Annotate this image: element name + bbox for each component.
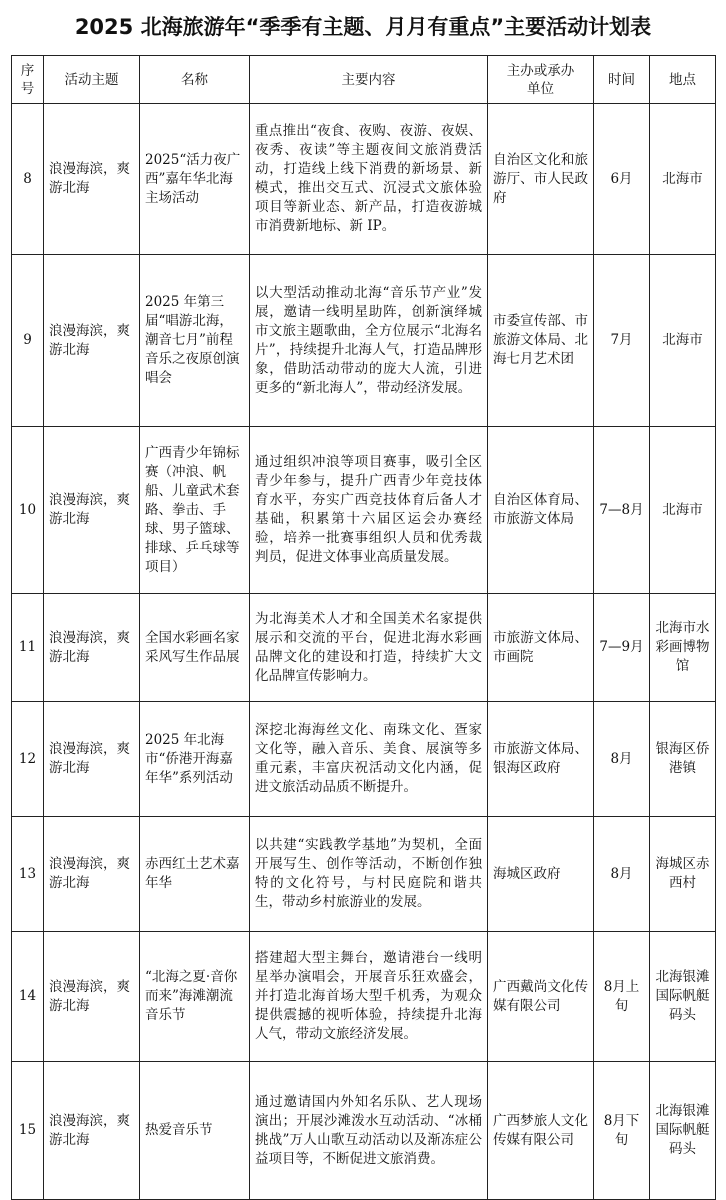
- row-name: 广西青少年锦标赛（冲浪、帆船、儿童武术套路、拳击、手球、男子篮球、排球、乒乓球等项目）: [140, 427, 250, 594]
- activity-plan-table: [11, 55, 716, 1200]
- row-content: 以大型活动推动北海“音乐节产业”发展，邀请一线明星助阵，创新演绎城市文旅主题歌曲，全方位展示“北海名片”，持续提升北海人气，打造品牌形象，借助活动带动的庞大人流，引进更多的“新北海人”，带动经济发展。: [250, 255, 488, 427]
- row-theme: 浪漫海滨，爽游北海: [44, 104, 140, 255]
- row-time: 7—9月: [594, 594, 650, 702]
- table-row: [12, 932, 716, 1062]
- table-row: [12, 1062, 716, 1200]
- row-org: 自治区体育局、市旅游文体局: [488, 427, 594, 594]
- row-org: 市旅游文体局、银海区政府: [488, 702, 594, 817]
- row-place: 北海银滩国际帆艇码头: [650, 932, 716, 1062]
- row-theme: 浪漫海滨，爽游北海: [44, 427, 140, 594]
- document-title: 2025 北海旅游年“季季有主题、月月有重点”主要活动计划表: [74, 15, 652, 39]
- row-place: 北海市: [650, 255, 716, 427]
- row-name: 2025“活力夜广西”嘉年华北海主场活动: [140, 104, 250, 255]
- row-time: 6月: [594, 104, 650, 255]
- row-time: 7—8月: [594, 427, 650, 594]
- header-name: 名称: [140, 56, 250, 104]
- header-org: 主办或承办单位: [488, 56, 594, 104]
- row-place: 北海银滩国际帆艇码头: [650, 1062, 716, 1200]
- row-content: 搭建超大型主舞台，邀请港台一线明星举办演唱会，开展音乐狂欢盛会，并打造北海首场大型千机秀，为观众提供震撼的视听体验，持续提升北海人气，带动文旅经济发展。: [250, 932, 488, 1062]
- row-content: 通过邀请国内外知名乐队、艺人现场演出；开展沙滩泼水互动活动、“冰桶挑战”万人山歌互动活动以及渐冻症公益项目等，不断促进文旅消费。: [250, 1062, 488, 1200]
- header-content: 主要内容: [250, 56, 488, 104]
- row-no: 14: [12, 932, 44, 1062]
- row-no: 13: [12, 817, 44, 932]
- row-org: 广西戴尚文化传媒有限公司: [488, 932, 594, 1062]
- row-content: 以共建“实践教学基地”为契机，全面开展写生、创作等活动，不断创作独特的文化符号，与村民庭院和谐共生，带动乡村旅游业的发展。: [250, 817, 488, 932]
- row-org: 市旅游文体局、市画院: [488, 594, 594, 702]
- table-row: [12, 817, 716, 932]
- row-theme: 浪漫海滨，爽游北海: [44, 702, 140, 817]
- row-theme: 浪漫海滨，爽游北海: [44, 932, 140, 1062]
- row-org: 市委宣传部、市旅游文体局、北海七月艺术团: [488, 255, 594, 427]
- row-place: 海城区赤西村: [650, 817, 716, 932]
- row-content: 重点推出“夜食、夜购、夜游、夜娱、夜秀、夜读”等主题夜间文旅消费活动，打造线上线下消费的新场景、新模式，推出交互式、沉浸式文旅体验项目等新业态、新产品，打造夜游城市消费新地标、新 IP。: [250, 104, 488, 255]
- row-place: 北海市: [650, 104, 716, 255]
- table-row: [12, 427, 716, 594]
- row-no: 8: [12, 104, 44, 255]
- row-place: 北海市: [650, 427, 716, 594]
- row-no: 15: [12, 1062, 44, 1200]
- row-theme: 浪漫海滨，爽游北海: [44, 594, 140, 702]
- row-name: 2025 年第三届“唱游北海，潮音七月”前程音乐之夜原创演唱会: [140, 255, 250, 427]
- row-name: 全国水彩画名家采风写生作品展: [140, 594, 250, 702]
- table-row: [12, 702, 716, 817]
- row-content: 为北海美术人才和全国美术名家提供展示和交流的平台，促进北海水彩画品牌文化的建设和打造，持续扩大文化品牌宣传影响力。: [250, 594, 488, 702]
- row-name: 热爱音乐节: [140, 1062, 250, 1200]
- row-theme: 浪漫海滨，爽游北海: [44, 1062, 140, 1200]
- row-place: 北海市水彩画博物馆: [650, 594, 716, 702]
- table-row: [12, 594, 716, 702]
- row-name: 赤西红土艺术嘉年华: [140, 817, 250, 932]
- table-header-row: [12, 56, 716, 104]
- row-time: 7月: [594, 255, 650, 427]
- row-place: 银海区侨港镇: [650, 702, 716, 817]
- header-theme: 活动主题: [44, 56, 140, 104]
- row-name: 2025 年北海市“侨港开海嘉年华”系列活动: [140, 702, 250, 817]
- row-no: 10: [12, 427, 44, 594]
- row-time: 8月下旬: [594, 1062, 650, 1200]
- row-theme: 浪漫海滨，爽游北海: [44, 817, 140, 932]
- header-time: 时间: [594, 56, 650, 104]
- table-row: [12, 104, 716, 255]
- row-org: 海城区政府: [488, 817, 594, 932]
- row-no: 9: [12, 255, 44, 427]
- row-time: 8月: [594, 702, 650, 817]
- row-content: 深挖北海海丝文化、南珠文化、疍家文化等，融入音乐、美食、展演等多重元素，丰富庆祝活动文化内涵，促进文旅活动品质不断提升。: [250, 702, 488, 817]
- row-no: 11: [12, 594, 44, 702]
- row-time: 8月上旬: [594, 932, 650, 1062]
- row-content: 通过组织冲浪等项目赛事，吸引全区青少年参与，提升广西青少年竞技体育水平，夯实广西竞技体育后备人才基础，积累第十六届区运会办赛经验，培养一批赛事组织人员和优秀裁判员，促进文体事业高质量发展。: [250, 427, 488, 594]
- row-name: “北海之夏·音你而来”海滩潮流音乐节: [140, 932, 250, 1062]
- header-place: 地点: [650, 56, 716, 104]
- row-time: 8月: [594, 817, 650, 932]
- row-no: 12: [12, 702, 44, 817]
- table-row: [12, 255, 716, 427]
- row-theme: 浪漫海滨，爽游北海: [44, 255, 140, 427]
- row-org: 自治区文化和旅游厅、市人民政府: [488, 104, 594, 255]
- header-no: 序号: [12, 56, 44, 104]
- row-org: 广西梦旅人文化传媒有限公司: [488, 1062, 594, 1200]
